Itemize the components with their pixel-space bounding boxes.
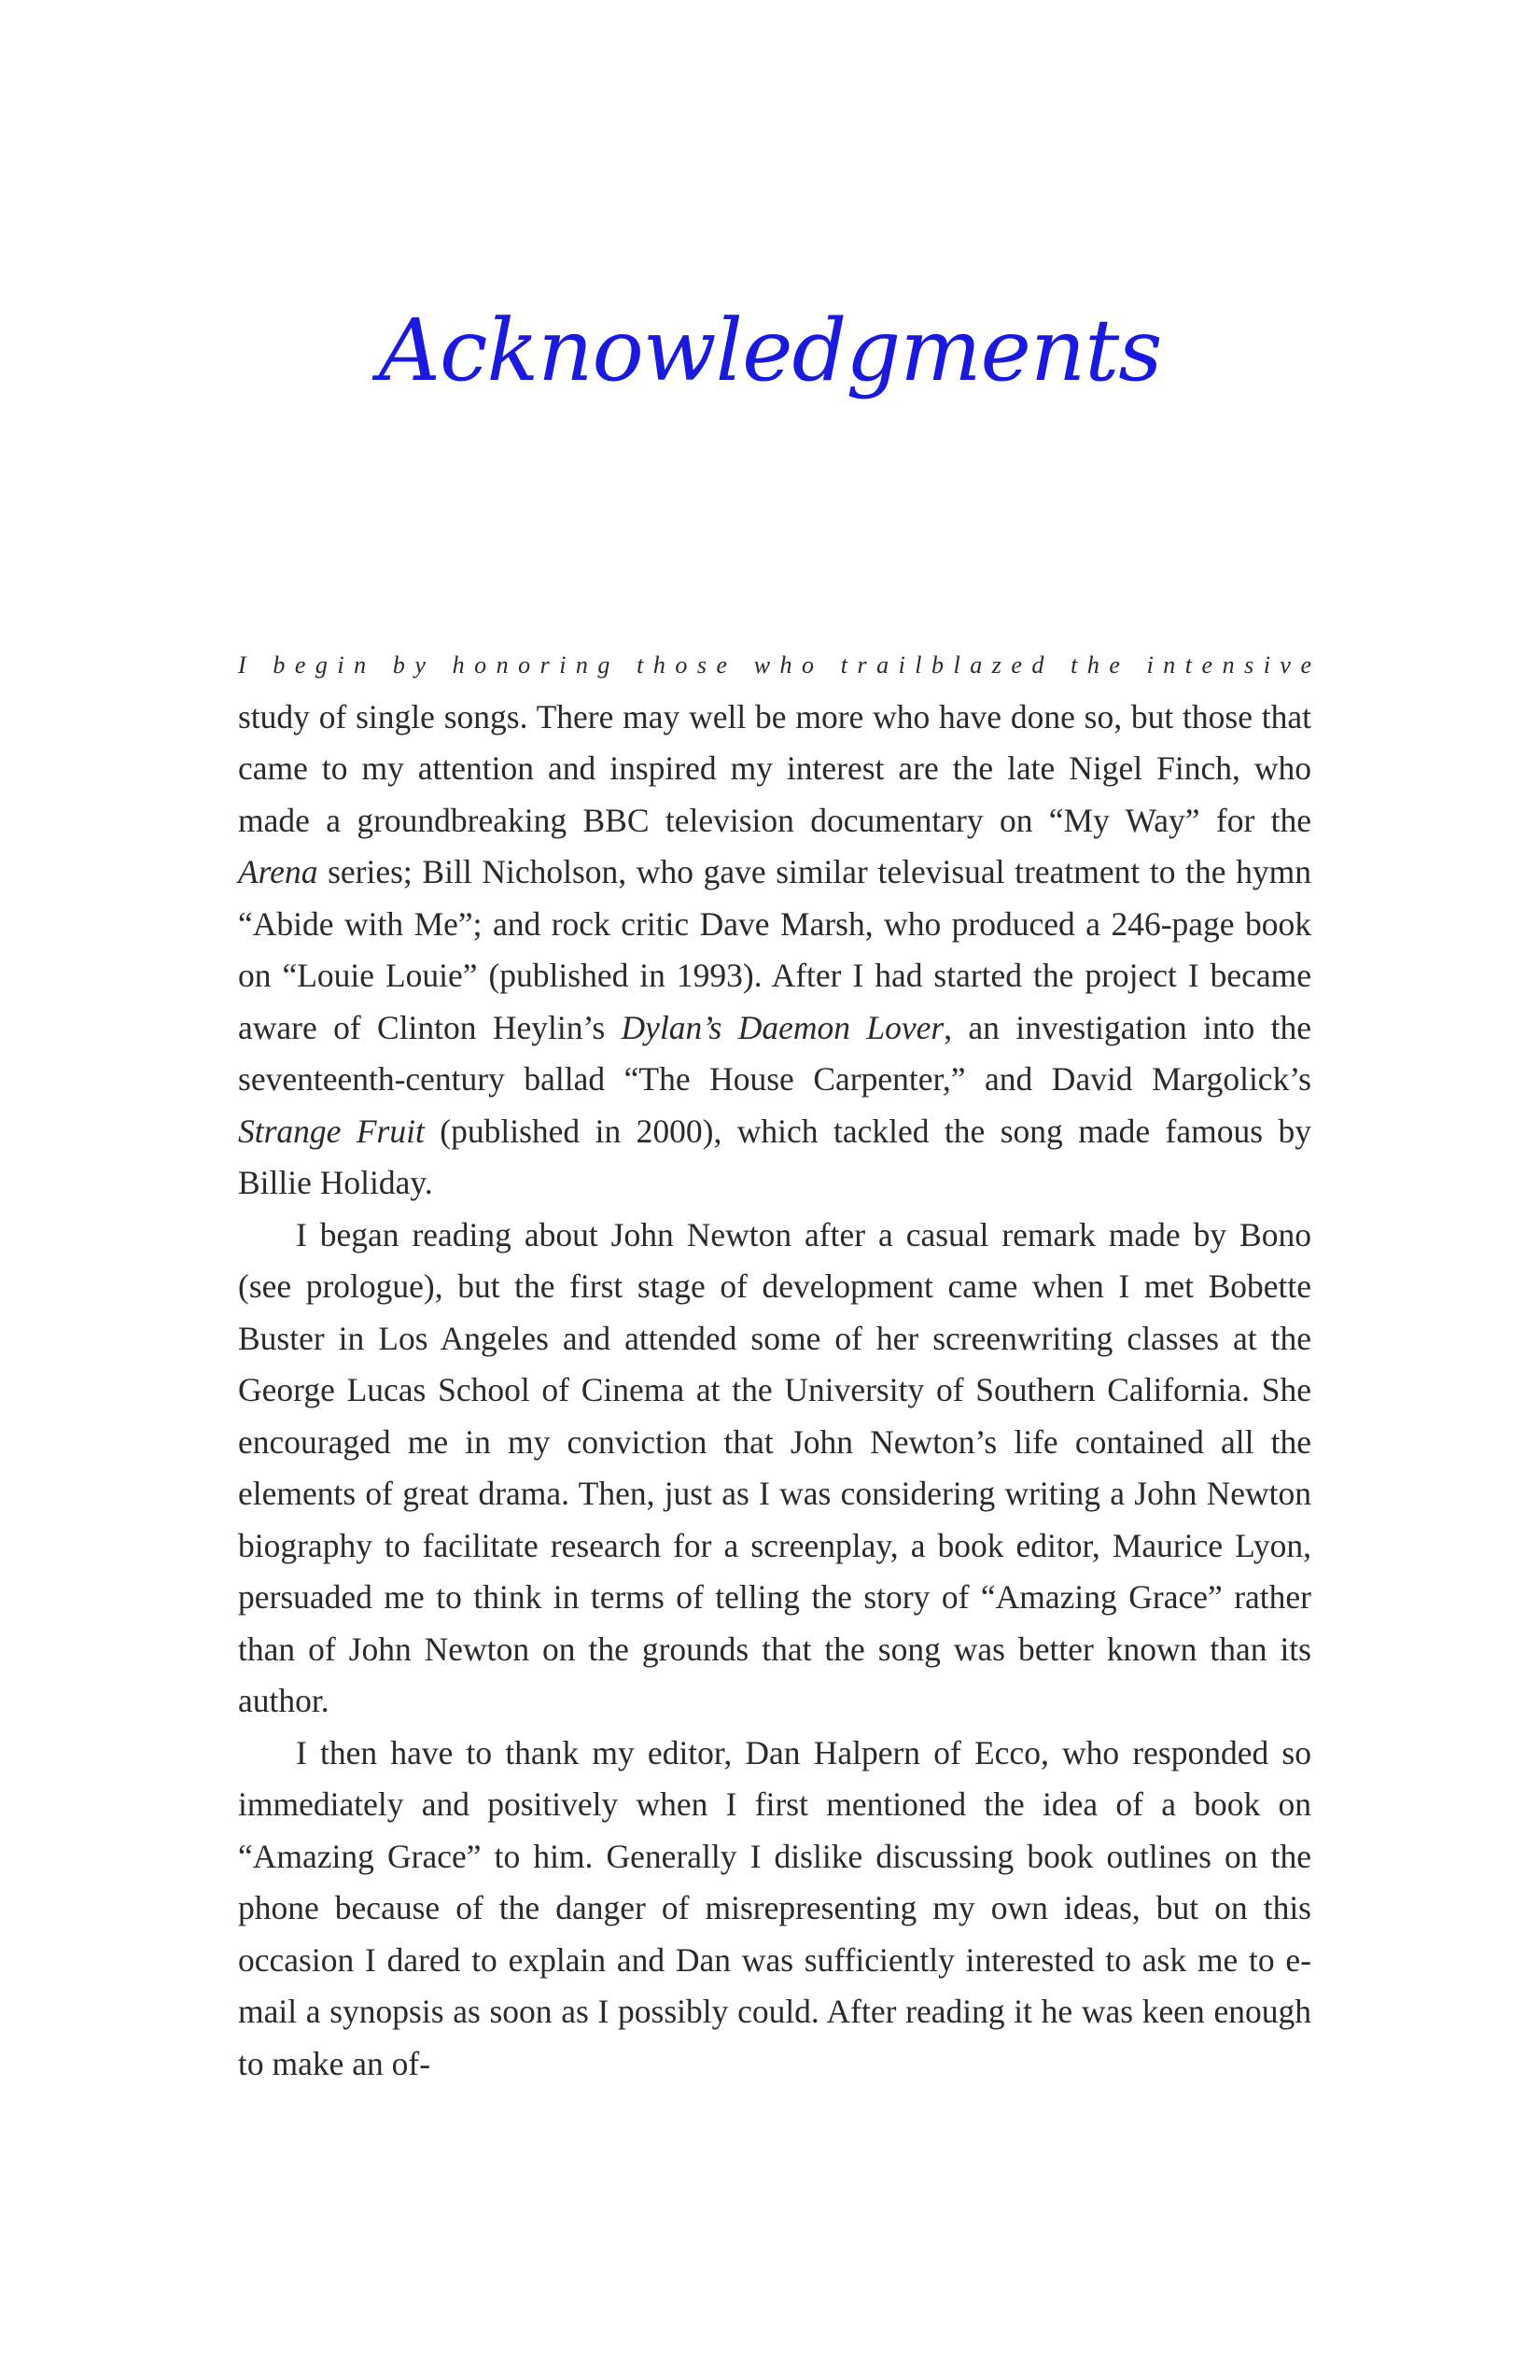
text-run: , an investigation into the seventeenth-century ballad “The House Carpenter,” and David Margolick’s	[238, 1008, 1311, 1098]
acknowledgments-body	[238, 639, 1322, 2090]
paragraph-2	[238, 1210, 1311, 1728]
lead-in-line: I begin by honoring those who trailblazed the intensive	[238, 651, 1322, 679]
page-title: Acknowledgments	[378, 301, 1162, 400]
italic-title-strange-fruit: Strange Fruit	[238, 1112, 425, 1150]
text-run: I began reading about John Newton after a casual remark made by Bono (see prologue), but the first stage of development came when I met Bobette Buster in Los Angeles and attended some of her screenwriting classes at the George Lucas School of Cinema at the University of Southern California. She encouraged me in my conviction that John Newton’s life contained all the elements of great drama. Then, just as I was considering writing a John Newton biography to facilitate research for a screenplay, a book editor, Maurice Lyon, persuaded me to think in terms of telling the story of “Amazing Grace” rather than of John Newton on the grounds that the song was better known than its author.	[238, 1215, 1311, 1719]
paragraph-3	[238, 1728, 1311, 2091]
text-run: (published in 2000), which tackled the song made famous by Billie Holiday.	[238, 1112, 1311, 1201]
text-run: series; Bill Nicholson, who gave similar televisual treatment to the hymn “Abide with Me”; and rock critic Dave Marsh, who produced a 246-page book on “Louie Louie” (published in 1993). After I had started the project I became aware of Clinton Heylin’s	[238, 853, 1311, 1046]
italic-title-dylans-daemon-lover: Dylan’s Daemon Lover	[621, 1008, 945, 1046]
text-run: study of single songs. There may well be more who have done so, but those that came to my attention and inspired my interest are the late Nigel Finch, who made a groundbreaking BBC television documentary on “My Way” for the	[238, 697, 1311, 839]
text-run: I then have to thank my editor, Dan Halpern of Ecco, who responded so immediately and positively when I first mentioned the idea of a book on “Amazing Grace” to him. Generally I dislike discussing book outlines on the phone because of the danger of misrepresenting my own ideas, but on this occasion I dared to explain and Dan was sufficiently interested to ask me to e-mail a synopsis as soon as I possibly could. After reading it he was keen enough to make an of-	[238, 1733, 1311, 2082]
paragraph-1	[238, 692, 1311, 1210]
italic-title-arena: Arena	[238, 853, 318, 890]
